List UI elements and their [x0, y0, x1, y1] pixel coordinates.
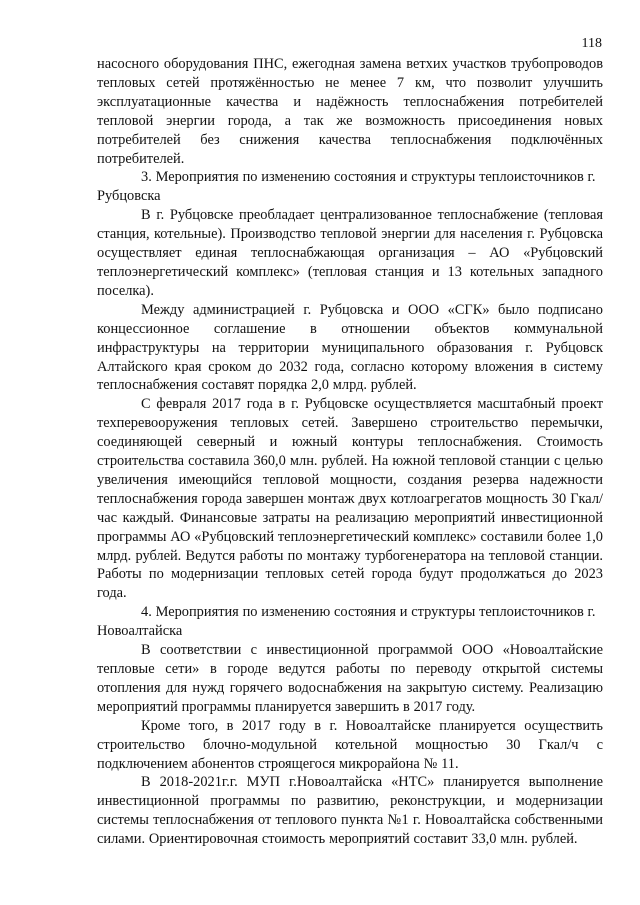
section-heading-rubtsovsk: 3. Мероприятия по изменению состояния и структуры теплоисточников г. Рубцовска [97, 169, 596, 205]
document-body [97, 55, 603, 849]
section-heading-novoaltaisk: 4. Мероприятия по изменению состояния и структуры теплоисточников г. Новоалтайска [97, 604, 596, 640]
paragraph-investment-program: В соответствии с инвестиционной программой ООО «Новоалтайские тепловые сети» в городе ведутся работы по переводу открытой системы отопления для нужд горячего водоснабжения на закрытую систему. Реализацию мероприятий программы планируется завершить в 2017 году. [97, 642, 603, 715]
paragraph-reequipment-project: С февраля 2017 года в г. Рубцовске осуществляется масштабный проект техперевооружения тепловых сетей. Завершено строительство перемычки, соединяющей северный и южный контуры теплоснабжения. Стоимость строительства составила 360,0 млн. рублей. На южной тепловой станции с целью увеличения имеющийся тепловой мощности, создания резерва надежности теплоснабжения города завершен монтаж двух котлоагрегатов мощность 30 Гкал/час каждый. Финансовые затраты на реализацию мероприятий инвестиционной программы АО «Рубцовский теплоэнергетический комплекс» составили более 1,0 млрд. рублей. Ведутся работы по монтажу турбогенератора на тепловой станции. Работы по модернизации тепловых сетей города будут продолжаться до 2023 года. [97, 396, 603, 602]
paragraph-continuation: насосного оборудования ПНС, ежегодная замена ветхих участков трубопроводов тепловых сетей протяжённостью не менее 7 км, что позволит улучшить эксплуатационные качества и надёжность теплоснабжения потребителей тепловой энергии города, а так же возможность присоединения новых потребителей без снижения качества теплоснабжения подключённых потребителей. [97, 56, 603, 167]
paragraph-modular-boiler: Кроме того, в 2017 году в г. Новоалтайске планируется осуществить строительство блочно-модульной котельной мощностью 30 Гкал/ч с подключением абонентов строящегося микрорайона № 11. [97, 717, 603, 772]
page-number: 118 [581, 36, 602, 51]
paragraph-concession-agreement: Между администрацией г. Рубцовска и ООО «СГК» было подписано концессионное соглашение в отношении объектов коммунальной инфраструктуры на территории муниципального образования г. Рубцовск Алтайского края сроком до 2032 года, согласно которому вложения в систему теплоснабжения составят порядка 2,0 млрд. рублей. [97, 301, 603, 394]
paragraph-nts-program: В 2018-2021г.г. МУП г.Новоалтайска «НТС» планируется выполнение инвестиционной программы по развитию, реконструкции, и модернизации системы теплоснабжения от теплового пункта №1 г. Новоалтайска собственными силами. Ориентировочная стоимость мероприятий составит 33,0 млн. рублей. [97, 774, 603, 848]
paragraph-rubtsovsk-heating: В г. Рубцовске преобладает централизованное теплоснабжение (тепловая станция, котельные). Производство тепловой энергии для населения г. Рубцовска осуществляет единая теплоснабжающая организация – АО «Рубцовский теплоэнергетический комплекс» (тепловая станция и 13 котельных западного поселка). [97, 207, 603, 299]
